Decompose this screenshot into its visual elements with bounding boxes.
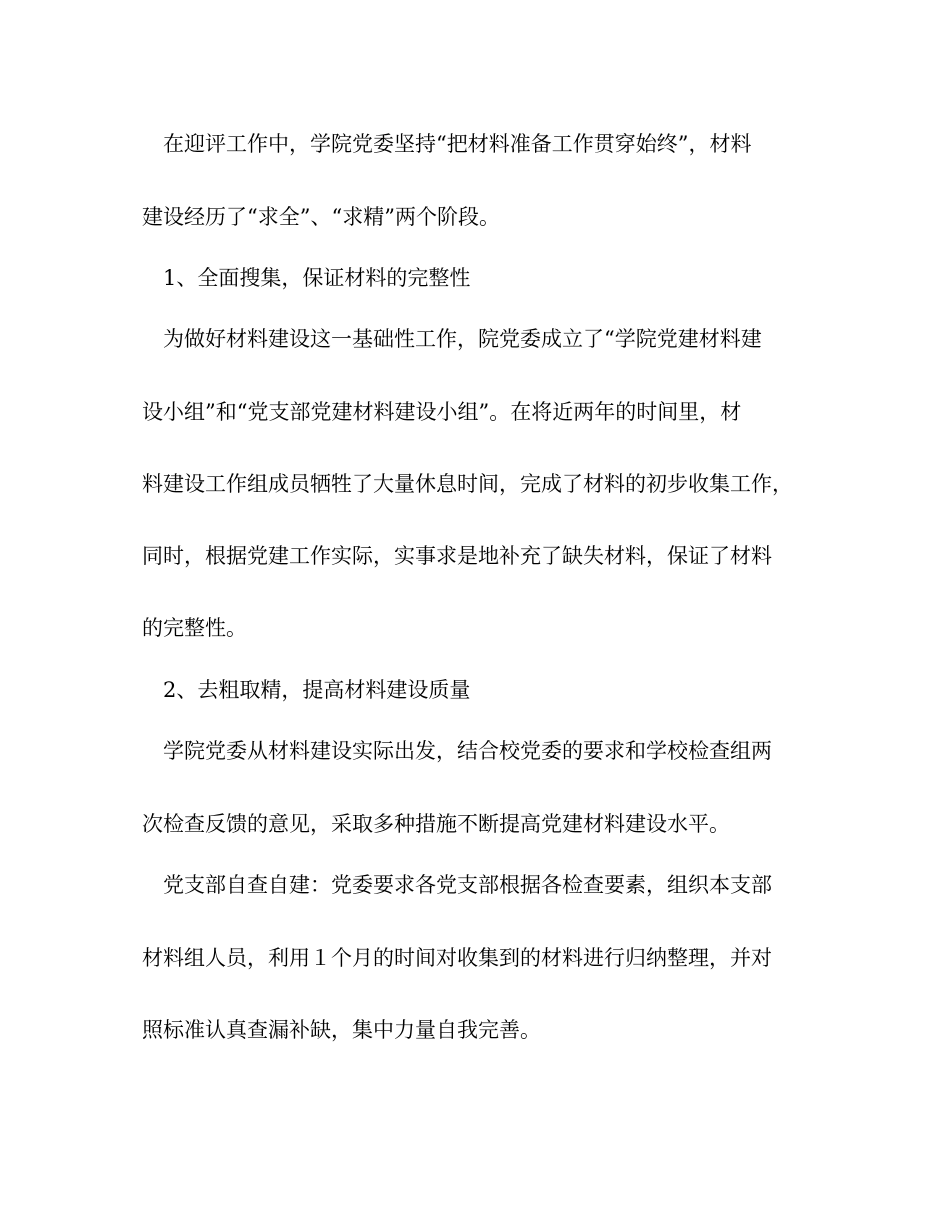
paragraph-2-line-1: 为做好材料建设这一基础性工作，院党委成立了“学院党建材料建 — [163, 327, 762, 351]
paragraph-1-line-1: 在迎评工作中，学院党委坚持“把材料准备工作贯穿始终”，材料 — [163, 132, 752, 156]
paragraph-4-line-1: 党支部自查自建：党委要求各党支部根据各检查要素，组织本支部 — [163, 873, 772, 897]
paragraph-2-line-5: 的完整性。 — [142, 616, 247, 640]
paragraph-2-line-3: 料建设工作组成员牺牲了大量休息时间，完成了材料的初步收集工作， — [142, 472, 793, 496]
paragraph-3-line-2: 次检查反馈的意见，采取多种措施不断提高党建材料建设水平。 — [142, 812, 730, 836]
paragraph-1-line-2: 建设经历了“求全”、“求精”两个阶段。 — [142, 205, 500, 229]
paragraph-2-line-2: 设小组”和“党支部党建材料建设小组”。在将近两年的时间里，材 — [142, 400, 742, 424]
section-heading-1: 1、全面搜集，保证材料的完整性 — [163, 266, 471, 290]
paragraph-4-line-2: 材料组人员，利用１个月的时间对收集到的材料进行归纳整理，并对 — [142, 946, 772, 970]
section-heading-2: 2、去粗取精，提高材料建设质量 — [163, 678, 471, 702]
paragraph-3-line-1: 学院党委从材料建设实际出发，结合校党委的要求和学校检查组两 — [163, 739, 772, 763]
paragraph-4-line-3: 照标准认真查漏补缺，集中力量自我完善。 — [142, 1018, 541, 1042]
paragraph-2-line-4: 同时，根据党建工作实际，实事求是地补充了缺失材料，保证了材料 — [142, 544, 772, 568]
